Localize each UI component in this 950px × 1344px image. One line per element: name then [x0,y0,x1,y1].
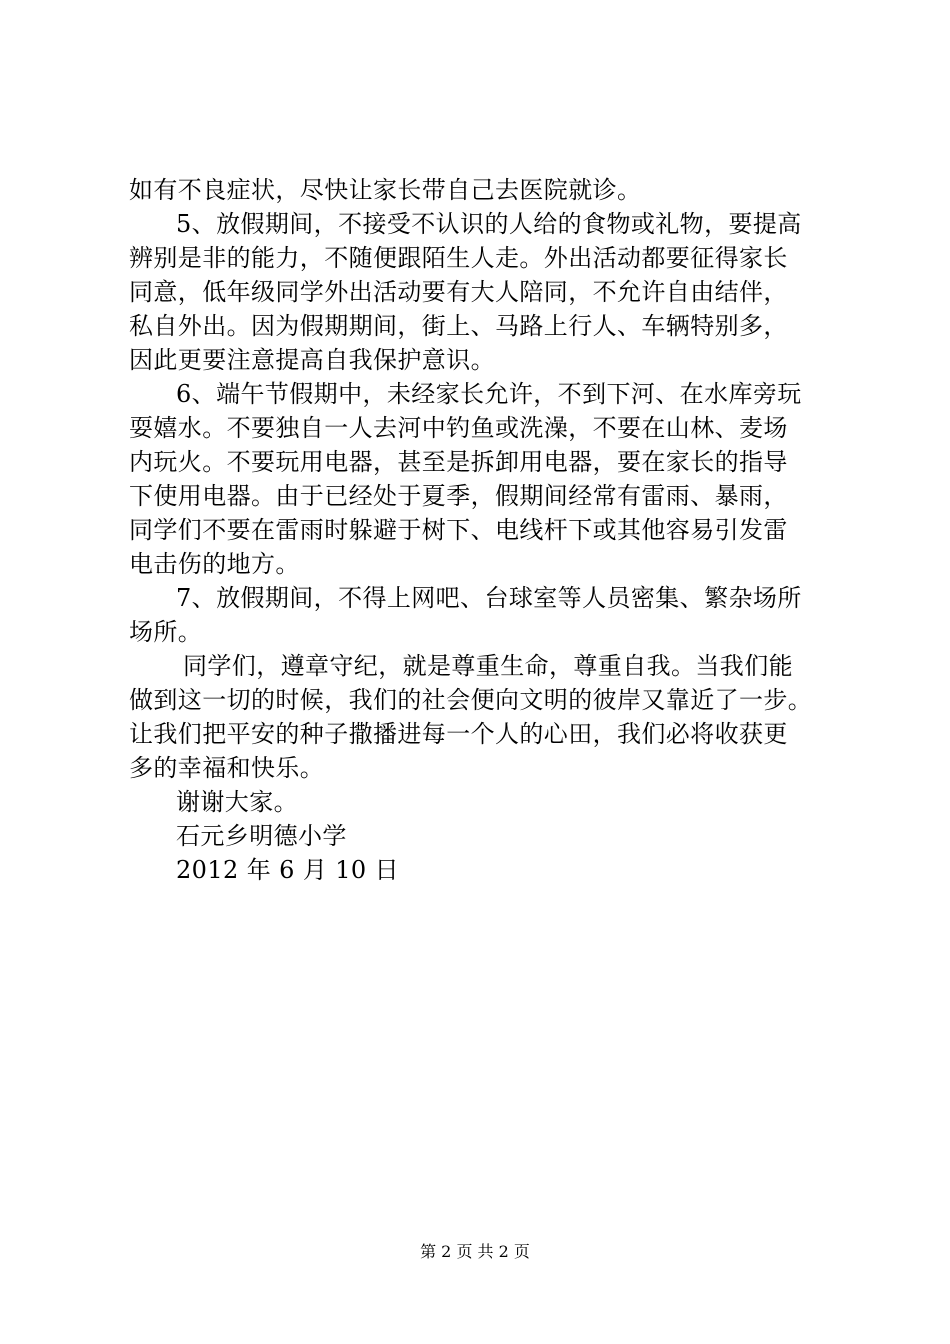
text-line: 耍嬉水。不要独自一人去河中钓鱼或洗澡，不要在山林、麦场 [129,414,788,442]
text-line: 场所。 [129,618,203,646]
text-line: 电击伤的地方。 [129,550,300,578]
text-line: 同学们，遵章守纪，就是尊重生命，尊重自我。当我们能 [183,652,793,680]
text-line: 同意，低年级同学外出活动要有大人陪同，不允许自由结伴， [129,278,788,306]
text-line: 私自外出。因为假期期间，街上、马路上行人、车辆特别多， [129,312,788,340]
signature-date: 2012 年 6 月 10 日 [176,856,400,884]
text-line: 5、放假期间，不接受不认识的人给的食物或礼物，要提高 [176,210,802,238]
closing-line: 谢谢大家。 [176,788,298,816]
page-number-footer: 第 2 页 共 2 页 [420,1242,530,1261]
text-line: 内玩火。不要玩用电器，甚至是拆卸用电器，要在家长的指导 [129,448,788,476]
signature-school: 石元乡明德小学 [176,822,347,850]
text-line: 6、端午节假期中，未经家长允许，不到下河、在水库旁玩 [176,380,802,408]
text-line: 同学们不要在雷雨时躲避于树下、电线杆下或其他容易引发雷 [129,516,788,544]
text-line: 让我们把平安的种子撒播进每一个人的心田，我们必将收获更 [129,720,788,748]
text-line: 辨别是非的能力，不随便跟陌生人走。外出活动都要征得家长 [129,244,788,272]
text-line: 7、放假期间，不得上网吧、台球室等人员密集、繁杂场所 [176,584,802,612]
text-line: 多的幸福和快乐。 [129,754,325,782]
text-line: 下使用电器。由于已经处于夏季，假期间经常有雷雨、暴雨， [129,482,788,510]
text-line: 因此更要注意提高自我保护意识。 [129,346,495,374]
text-line: 如有不良症状，尽快让家长带自己去医院就诊。 [129,176,642,204]
text-line: 做到这一切的时候，我们的社会便向文明的彼岸又靠近了一步。 [129,686,813,714]
